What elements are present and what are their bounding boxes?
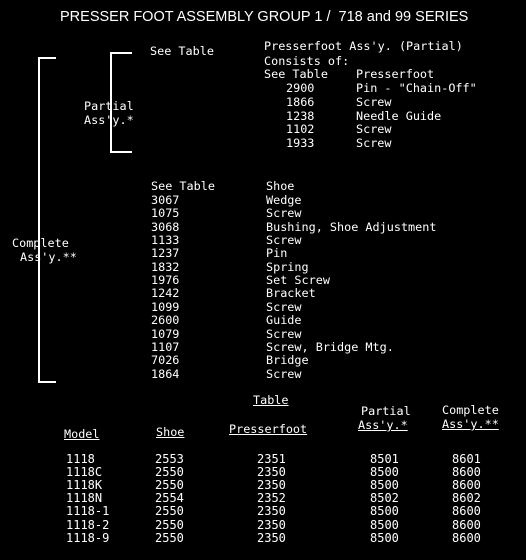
header-shoe: Shoe [156, 425, 185, 439]
partial-part-name: Pin - "Chain-Off" [356, 81, 477, 95]
cell-partial: 8500 [370, 478, 399, 493]
partial-part-number: 1238 [286, 108, 315, 123]
cell-complete: 8600 [452, 517, 481, 532]
complete-part-number: 1075 [151, 206, 180, 221]
cell-partial: 8500 [370, 465, 399, 480]
table-row [0, 491, 526, 505]
partial-group-consists: Consists of: [264, 54, 350, 68]
complete-part-number: 1864 [151, 366, 180, 381]
header-presserfoot: Presserfoot [229, 422, 308, 436]
cell-presserfoot: 2350 [257, 517, 286, 532]
table-row [0, 531, 526, 545]
partial-col-part-header: Presserfoot [356, 67, 435, 81]
cell-partial: 8500 [370, 530, 399, 545]
partial-col-num-header: See Table [264, 67, 328, 81]
complete-part-name: Screw [266, 299, 302, 314]
partial-group-title: Presserfoot Ass'y. (Partial) [264, 39, 463, 53]
partial-part-name: Screw [356, 122, 392, 137]
complete-part-number: 3068 [151, 219, 180, 234]
complete-part-name: Bracket [266, 286, 316, 301]
cell-model: 1118-1 [66, 504, 110, 519]
header-model: Model [64, 427, 100, 441]
complete-part-name: Screw [266, 233, 302, 248]
table-row [0, 465, 526, 479]
cell-model: 1118-2 [66, 517, 110, 532]
complete-part-name: Wedge [266, 193, 302, 207]
cell-model: 1118C [66, 465, 103, 480]
cell-shoe: 2550 [155, 530, 184, 545]
table-row [0, 518, 526, 532]
cell-complete: 8600 [452, 465, 481, 480]
cell-shoe: 2550 [155, 465, 184, 480]
complete-part-number: 1976 [151, 273, 180, 288]
complete-part-name: Bridge [266, 353, 309, 368]
complete-label-line2: Ass'y.** [20, 250, 77, 264]
complete-col-num-header: See Table [151, 179, 215, 193]
cell-model: 1118 [66, 452, 95, 466]
complete-part-name: Screw, Bridge Mtg. [266, 339, 394, 354]
complete-part-number: 1832 [151, 259, 180, 274]
complete-part-number: 1099 [151, 299, 180, 314]
table-title: Table [253, 393, 289, 407]
complete-part-name: Set Screw [266, 273, 330, 288]
complete-part-number: 1133 [151, 233, 180, 248]
header-complete-line1: Complete [442, 403, 499, 417]
complete-part-number: 1107 [151, 339, 180, 354]
cell-complete: 8601 [452, 452, 481, 466]
complete-part-number: 1237 [151, 246, 180, 261]
complete-col-part-header: Shoe [266, 179, 295, 193]
cell-complete: 8600 [452, 478, 481, 493]
complete-part-name: Bushing, Shoe Adjustment [266, 219, 437, 234]
table-row [0, 452, 526, 466]
complete-part-number: 2600 [151, 313, 180, 328]
cell-presserfoot: 2350 [257, 530, 286, 545]
cell-presserfoot: 2350 [257, 478, 286, 493]
cell-model: 1118K [66, 478, 103, 493]
cell-partial: 8500 [370, 517, 399, 532]
see-table-label: See Table [150, 44, 214, 58]
cell-complete: 8600 [452, 504, 481, 519]
cell-model: 1118N [66, 491, 103, 506]
cell-complete: 8600 [452, 530, 481, 545]
header-partial-line2: Ass'y.* [358, 418, 408, 432]
complete-part-number: 3067 [151, 193, 180, 207]
cell-shoe: 2554 [155, 491, 184, 506]
cell-shoe: 2553 [155, 452, 184, 466]
complete-part-name: Spring [266, 259, 309, 274]
cell-partial: 8501 [370, 452, 399, 466]
partial-part-number: 2900 [286, 81, 315, 95]
complete-bracket [38, 57, 56, 383]
complete-part-name: Pin [266, 246, 288, 261]
complete-part-number: 7026 [151, 353, 180, 368]
partial-part-number: 1933 [286, 136, 315, 151]
complete-part-number: 1242 [151, 286, 180, 301]
partial-label-line1: Partial [84, 99, 134, 113]
complete-part-name: Screw [266, 206, 302, 221]
cell-presserfoot: 2350 [257, 465, 286, 480]
complete-label-line1: Complete [12, 236, 69, 250]
cell-partial: 8502 [370, 491, 399, 506]
cell-shoe: 2550 [155, 478, 184, 493]
partial-part-number: 1866 [286, 94, 315, 109]
header-complete-line2: Ass'y.** [442, 417, 499, 431]
page-title: PRESSER FOOT ASSEMBLY GROUP 1 / 718 and 99 SERIES [60, 9, 469, 25]
cell-presserfoot: 2352 [257, 491, 286, 506]
cell-presserfoot: 2351 [257, 452, 286, 466]
partial-part-name: Needle Guide [356, 108, 442, 123]
partial-label-line2: Ass'y.* [84, 113, 134, 127]
complete-part-name: Guide [266, 313, 302, 328]
cell-partial: 8500 [370, 504, 399, 519]
partial-part-number: 1102 [286, 122, 315, 137]
cell-shoe: 2550 [155, 517, 184, 532]
partial-part-name: Screw [356, 136, 392, 151]
cell-complete: 8602 [452, 491, 481, 506]
complete-part-name: Screw [266, 326, 302, 341]
cell-presserfoot: 2350 [257, 504, 286, 519]
complete-part-name: Screw [266, 366, 302, 381]
complete-part-number: 1079 [151, 326, 180, 341]
cell-shoe: 2550 [155, 504, 184, 519]
table-row [0, 504, 526, 518]
partial-part-name: Screw [356, 94, 392, 109]
header-partial-line1: Partial [361, 404, 411, 418]
table-row [0, 478, 526, 492]
cell-model: 1118-9 [66, 530, 110, 545]
